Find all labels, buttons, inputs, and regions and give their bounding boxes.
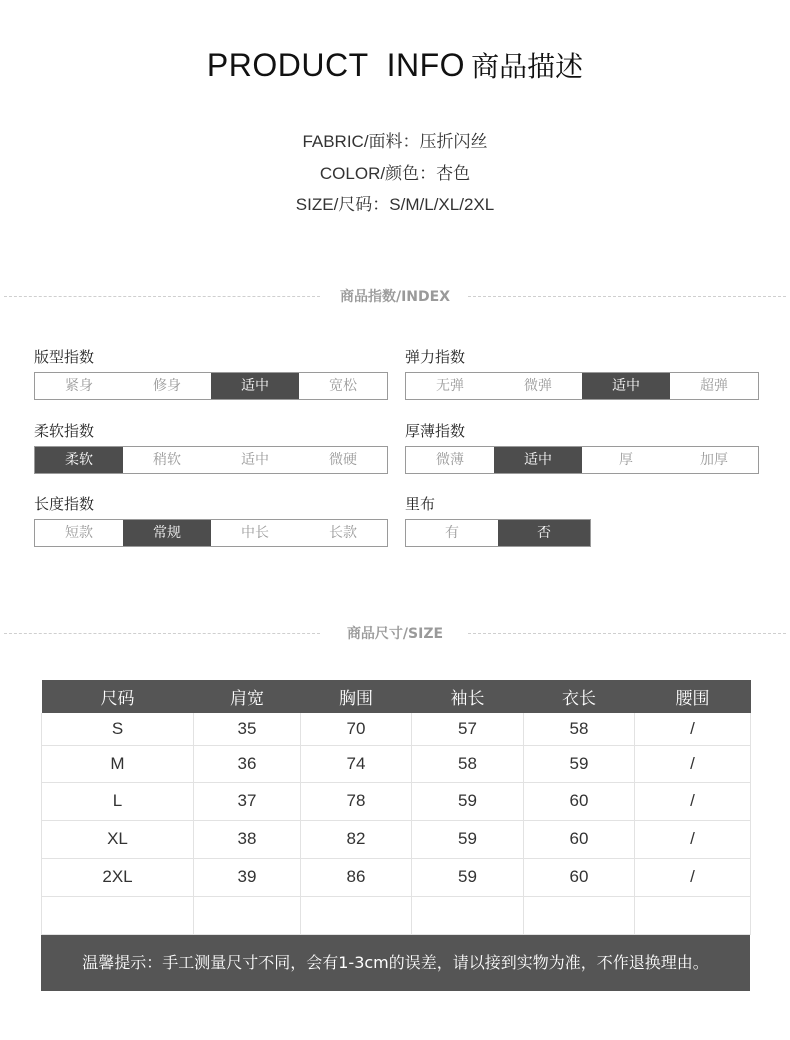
column-header: 袖长 — [412, 680, 524, 713]
size-table — [41, 680, 751, 935]
index-option: 稍软 — [153, 452, 181, 468]
table-cell: 37 — [194, 782, 301, 820]
table-cell: L — [42, 782, 194, 820]
index-option: 适中 — [494, 447, 582, 473]
table-cell: 38 — [194, 820, 301, 858]
table-cell: 57 — [412, 713, 524, 745]
size-divider — [0, 623, 790, 643]
index-option: 微弹 — [524, 378, 552, 394]
index-option: 紧身 — [65, 378, 93, 394]
table-cell — [635, 896, 751, 934]
index-options — [34, 372, 388, 400]
table-row — [42, 713, 751, 745]
table-cell: XL — [42, 820, 194, 858]
table-row — [42, 820, 751, 858]
title-en-info: INFO — [386, 47, 466, 83]
measurement-note: 温馨提示：手工测量尺寸不同，会有1-3cm的误差，请以接到实物为准，不作退换理由。 — [41, 935, 750, 991]
index-option: 适中 — [582, 373, 670, 399]
index-group-title: 柔软指数 — [34, 422, 95, 440]
title-cn: 商品描述 — [471, 50, 584, 83]
table-cell: 39 — [194, 858, 301, 896]
fabric-info: FABRIC/面料：压折闪丝 — [302, 132, 488, 151]
index-group-length — [34, 493, 388, 541]
index-option: 微薄 — [436, 452, 464, 468]
title-en-product: PRODUCT — [206, 47, 369, 83]
index-group-elasticity — [405, 346, 759, 394]
index-option: 宽松 — [329, 378, 357, 394]
table-row — [42, 745, 751, 782]
table-cell: / — [635, 745, 751, 782]
index-group-title: 版型指数 — [34, 348, 95, 366]
table-cell: 60 — [524, 858, 635, 896]
table-header-row — [42, 680, 751, 713]
index-option: 修身 — [153, 378, 181, 394]
index-option: 微硬 — [329, 452, 357, 468]
table-row — [42, 782, 751, 820]
table-cell: 58 — [412, 745, 524, 782]
index-options — [34, 519, 388, 547]
column-header: 胸围 — [301, 680, 412, 713]
index-option: 适中 — [241, 452, 269, 468]
divider-line-left — [4, 296, 320, 297]
index-section-label: 商品指数/INDEX — [339, 289, 451, 305]
index-divider — [0, 286, 790, 306]
table-cell: 59 — [412, 782, 524, 820]
size-section-label: 商品尺寸/SIZE — [346, 626, 444, 642]
index-option: 否 — [498, 520, 590, 546]
index-group-title: 长度指数 — [34, 495, 95, 513]
table-cell: 78 — [301, 782, 412, 820]
size-info: SIZE/尺码：S/M/L/XL/2XL — [295, 195, 495, 214]
table-cell: M — [42, 745, 194, 782]
index-option: 厚 — [619, 452, 633, 468]
table-cell: 2XL — [42, 858, 194, 896]
index-options — [405, 446, 759, 474]
table-cell: 35 — [194, 713, 301, 745]
index-group-lining — [405, 493, 591, 541]
index-group-thickness — [405, 420, 759, 468]
table-cell: 59 — [412, 820, 524, 858]
index-option: 长款 — [329, 525, 357, 541]
column-header: 腰围 — [635, 680, 751, 713]
divider-line-right — [468, 296, 786, 297]
index-option: 短款 — [65, 525, 93, 541]
table-cell — [524, 896, 635, 934]
index-group-title: 里布 — [405, 495, 436, 513]
column-header: 尺码 — [42, 680, 194, 713]
index-options — [405, 372, 759, 400]
index-options — [34, 446, 388, 474]
index-option: 常规 — [123, 520, 211, 546]
index-option: 加厚 — [700, 452, 728, 468]
table-cell: 74 — [301, 745, 412, 782]
table-cell — [194, 896, 301, 934]
page-title — [0, 45, 790, 85]
table-cell: / — [635, 713, 751, 745]
table-cell: 86 — [301, 858, 412, 896]
color-info: COLOR/颜色：杏色 — [319, 164, 471, 183]
table-cell: / — [635, 858, 751, 896]
table-cell: 60 — [524, 820, 635, 858]
table-cell — [301, 896, 412, 934]
index-option: 超弹 — [700, 378, 728, 394]
divider-line-left — [4, 633, 320, 634]
table-cell: 59 — [412, 858, 524, 896]
table-cell: 58 — [524, 713, 635, 745]
divider-line-right — [468, 633, 786, 634]
index-option: 有 — [445, 525, 459, 541]
index-group-softness — [34, 420, 388, 468]
index-group-title: 弹力指数 — [405, 348, 466, 366]
table-cell — [42, 896, 194, 934]
column-header: 衣长 — [524, 680, 635, 713]
index-option: 柔软 — [35, 447, 123, 473]
table-cell: 36 — [194, 745, 301, 782]
table-cell: 59 — [524, 745, 635, 782]
table-row-empty — [42, 896, 751, 934]
table-row — [42, 858, 751, 896]
table-cell: 60 — [524, 782, 635, 820]
table-cell: / — [635, 820, 751, 858]
column-header: 肩宽 — [194, 680, 301, 713]
table-cell: 70 — [301, 713, 412, 745]
index-options — [405, 519, 591, 547]
index-option: 无弹 — [436, 378, 464, 394]
index-option: 中长 — [241, 525, 269, 541]
index-group-fit — [34, 346, 388, 394]
table-cell: S — [42, 713, 194, 745]
table-cell: 82 — [301, 820, 412, 858]
index-group-title: 厚薄指数 — [405, 422, 466, 440]
index-option: 适中 — [211, 373, 299, 399]
table-cell: / — [635, 782, 751, 820]
table-cell — [412, 896, 524, 934]
